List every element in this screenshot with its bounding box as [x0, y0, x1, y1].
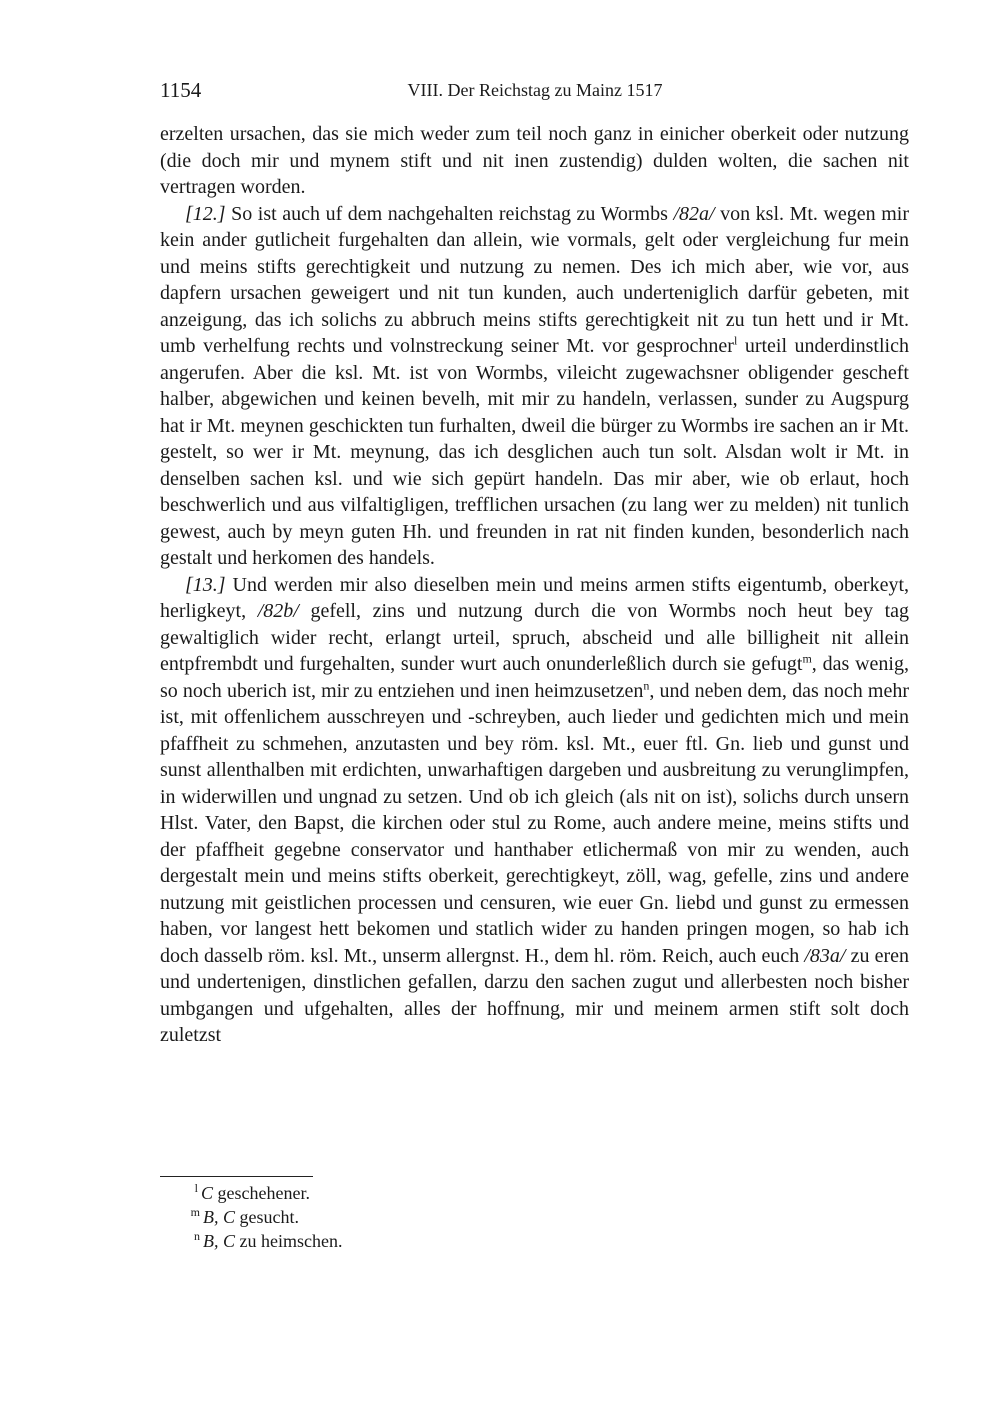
paragraph-text: erzelten ursachen, das sie mich weder zum teil noch ganz in einicher oberkeit oder nutzung (die doch mir und mynem stift und nit inen zustendig) dulden wolten, die sachen nit vertragen worden. [160, 123, 909, 198]
paragraph-text: , und neben dem, das noch mehr ist, mit offenlichem ausschreyen und -schreyben, auch lieder und gedichten mich und mein pfaffheit zu schmehen, anzutasten und bey röm. ksl. Mt., euer ftl. Gn. lieb und gunst und sunst allenthalben mit erdichten, unwarhaftigen dargeben und ausbreitung zu verunglimpfen, in widerwillen und ungnad zu setzen. Und ob ich gleich (als nit on ist), solichs durch unsern Hlst. Vater, den Bapst, die kirchen oder stul zu Rome, auch andere meine, meins stifts und der pfaffheit gegebne conservator und hanthaber etlichermaß von mir zu wenden, auch dergestalt mein und meins stifts oberkeit, gerechtigkeyt, zöll, wag, gefelle, zins und andere nutzung mit geistlichen processen und censuren, wie euer Gn. liebd und gunst zu ermessen haben, vor langest hett bekomen und statlich wider zu handen pringen mogen, so hab ich doch dasselb röm. ksl. Mt., unserm allergnst. H., dem hl. röm. Reich, auch euch [160, 679, 909, 967]
footnote-reference: m [802, 651, 812, 666]
footnote-sigla: B, C [203, 1231, 236, 1251]
footnote-reference: l [733, 333, 738, 348]
footnote-sigla: C [201, 1183, 214, 1203]
paragraph-text: , das wenig, so noch uberich ist, mir zu entziehen und inen heimzusetzen [160, 653, 909, 702]
footnote-m: m B, C gesucht. [190, 1205, 299, 1227]
section-marker: [12.] [185, 202, 226, 225]
paragraph-continuation [160, 121, 909, 201]
footnote-text: gesucht. [235, 1207, 299, 1227]
footnote-n: n B, C zu heimschen. [194, 1229, 343, 1251]
folio-marker: /82a/ [673, 202, 715, 225]
footnotes [178, 1181, 342, 1253]
footnote-sigla: B, C [203, 1207, 236, 1227]
footnote-text: zu heimschen. [235, 1231, 343, 1251]
footnote-text: geschehener. [213, 1183, 310, 1203]
paragraph-text: Und werden mir also dieselben mein und meins armen stifts eigentumb, oberkeyt, herligkeyt, [160, 573, 909, 622]
paragraph-text: zu eren und undertenigen, dinstlichen gefallen, darzu den sachen zugut und allerbesten noch bisher umbgangen und ufgehalten, alles der hoffnung, mir und meinem armen stift solt doch zuletzst [160, 944, 909, 1046]
paragraph-12 [160, 201, 909, 572]
page-number: 1154 [160, 78, 202, 102]
paragraph-13 [160, 572, 909, 1049]
paragraph-text: So ist auch uf dem nachgehalten reichstag zu Wormbs [225, 202, 674, 225]
folio-marker: /83a/ [804, 944, 846, 967]
main-text [160, 121, 909, 1049]
footnote-reference: n [643, 677, 650, 692]
paragraph-text: urteil underdinstlich angerufen. Aber die ksl. Mt. ist von Wormbs, vileicht zugewachsner obligender gescheft halber, abgewichen und keinen bevelh, mit mir zu handeln, verlassen, sunder zu Augspurg hat ir Mt. meynen geschickten tun furhalten, dweil die bürger zu Wormbs ire sachen an ir Mt. gestelt, so wer ir Mt. meynung, das ich desglichen auch tun solt. Alsdan wolt ir Mt. in denselben sachen ksl. und wie sich gepürt handeln. Das mir aber, wie ob erlaut, hoch beschwerlich und aus vilfaltigligen, trefflichen ursachen (zu lang wer zu melden) nit tunlich gewest, auch by meyn guten Hh. und freunden in rat nit finden kunden, besonderlich nach gestalt und herkomen des handels. [160, 335, 909, 569]
running-title: VIII. Der Reichstag zu Mainz 1517 [407, 80, 663, 100]
paragraph-text: gefell, zins und nutzung durch die von Wormbs noch heut bey tag gewaltiglich wider recht, erlangt urteil, spruch, abscheid und alle billigheit nit allein entpfrembdt und furgehalten, sunder wurt auch onunderleßlich durch sie gefugt [160, 600, 909, 675]
footnote-l: l C geschehener. [194, 1181, 310, 1203]
page-header [160, 78, 910, 108]
folio-marker: /82b/ [257, 600, 299, 622]
footnote-divider [160, 1176, 313, 1177]
paragraph-text: von ksl. Mt. wegen mir kein ander gutlicheit furgehalten dan allein, wie vormals, gelt oder vergleichung fur mein und meins stifts gerechtigkeit und nutzung zu nemen. Des ich mich aber, wie vor, aus dapfern ursachen geweigert und nit tun kunden, auch underteniglich darfür gebeten, mit anzeigung, das ich solichs zu abbruch meins stifts gerechtigkeit nit zu tun hett und ir Mt. umb verhelfung rechts und volnstreckung seiner Mt. vor gesprochner [160, 202, 909, 357]
section-marker: [13.] [185, 573, 226, 596]
